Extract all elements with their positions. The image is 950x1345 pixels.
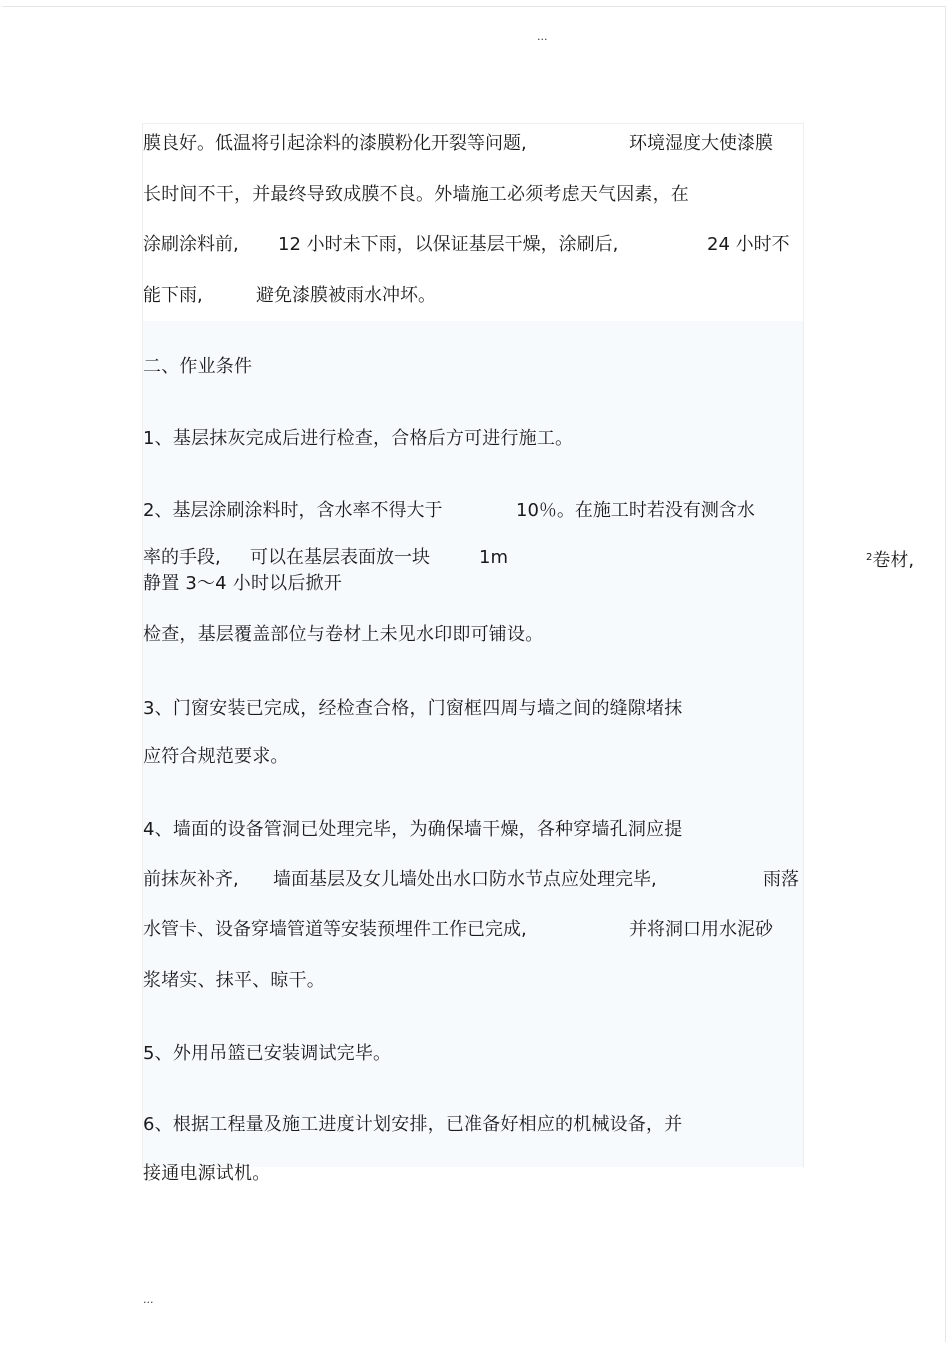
item4-line2-a: 前抹灰补齐, [143,869,239,890]
p1-line3-c: 24 小时不 [707,234,790,255]
item2-line2-d-text: 卷材, [872,550,915,571]
item2-line3: 静置 3～4 小时以后掀开 [143,573,342,594]
item4-line2-b: 墙面基层及女儿墙处出水口防水节点应处理完毕, [273,869,657,890]
item3-line1: 3、门窗安装已完成，经检查合格，门窗框四周与墙之间的缝隙堵抹 [143,698,683,719]
item2-line2-a: 率的手段, [143,547,221,568]
item4-line4: 浆堵实、抹平、晾干。 [143,970,325,991]
list-item-5: 5、外用吊篮已安装调试完毕。 [143,1043,392,1064]
p1-line3-a: 涂刷涂料前, [143,234,239,255]
p1-line1-a: 膜良好。低温将引起涂料的漆膜粉化开裂等问题, [143,133,527,154]
section-title: 二、作业条件 [143,356,253,377]
item4-line2-c: 雨落 [763,869,799,890]
item2-line2-c: 1m [479,547,508,568]
p1-line3-b: 12 小时未下雨，以保证基层干燥，涂刷后, [278,234,619,255]
item2-line1-b: 10％。在施工时若没有测含水 [516,500,755,521]
superscript-2: 2 [866,552,873,563]
item4-line1: 4、墙面的设备管洞已处理完毕，为确保墙干燥，各种穿墙孔洞应提 [143,819,683,840]
p1-line2: 长时间不干，并最终导致成膜不良。外墙施工必须考虑天气因素，在 [143,184,689,205]
item2-line4: 检查，基层覆盖部位与卷材上未见水印即可铺设。 [143,624,544,645]
item2-line2-d [866,546,914,573]
p1-line1-b: 环境湿度大使漆膜 [629,133,773,154]
header-mark: ... [537,30,548,43]
item4-line3-a: 水管卡、设备穿墙管道等安装预埋件工作已完成, [143,919,527,940]
item2-line1-a: 2、基层涂刷涂料时，含水率不得大于 [143,500,443,521]
item2-line2-b: 可以在基层表面放一块 [250,547,430,568]
item6-line1: 6、根据工程量及施工进度计划安排，已准备好相应的机械设备，并 [143,1114,683,1135]
footer-mark: ... [143,1293,154,1306]
item3-line2: 应符合规范要求。 [143,746,289,767]
list-item-1: 1、基层抹灰完成后进行检查，合格后方可进行施工。 [143,428,574,449]
item4-line3-b: 并将洞口用水泥砂 [629,919,773,940]
p1-line4-b: 避免漆膜被雨水冲坏。 [256,285,436,306]
p1-line4-a: 能下雨, [143,285,203,306]
item6-line2: 接通电源试机。 [143,1163,271,1184]
